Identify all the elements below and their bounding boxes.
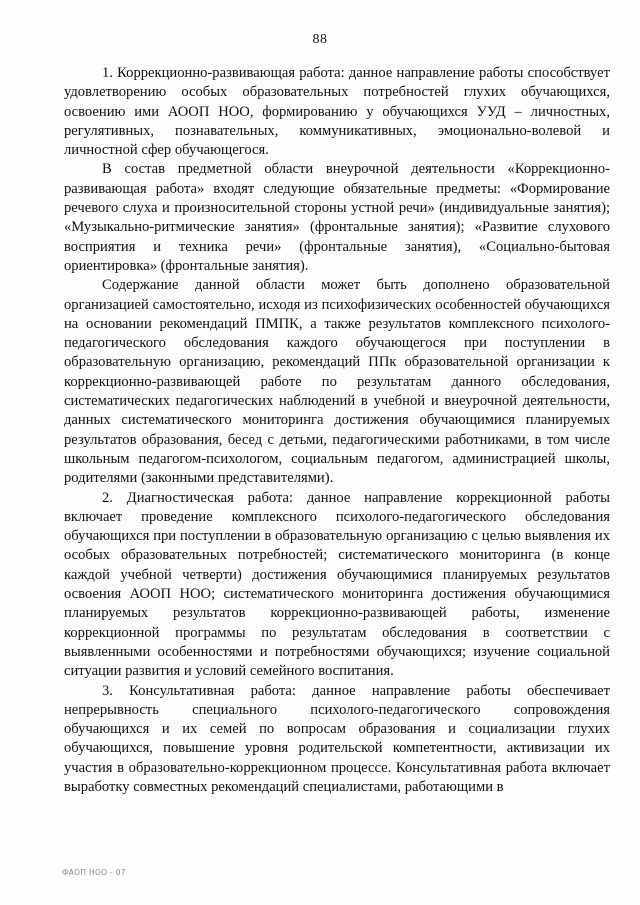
paragraph-correctional-work: 1. Коррекционно-развивающая работа: данное направление работы способствует удовлетворению особых образовательных потребностей глухих обучающихся, освоению ими АООП НОО, формированию у обучающихся УУД – личностных, регулятивных, познавательных, коммуникативных, эмоционально-волевой и личностной сфер обучающегося.: [64, 65, 610, 159]
page-number: 88: [312, 32, 328, 47]
paragraph-subject-area: В состав предметной области внеурочной деятельности «Коррекционно-развивающая работа» входят следующие обязательные предметы: «Формирование речевого слуха и произносительной стороны устной речи» (индивидуальные занятия); «Музыкально-ритмические занятия» (фронтальные занятия); «Развитие слухового восприятия и техника речи» (фронтальные занятия), «Социально-бытовая ориентировка» (фронтальные занятия).: [64, 161, 610, 274]
footer-document-code: ФАОП НОО - 07: [62, 868, 126, 877]
document-body: [64, 64, 610, 797]
paragraph-content-supplement: Содержание данной области может быть дополнено образовательной организацией самостоятельно, исходя из психофизических особенностей обучающихся на основании рекомендаций ПМПК, а также результатов комплексного психолого-педагогического обследования каждого обучающегося при поступлении в образовательную организацию, рекомендаций ППк образовательной организации к коррекционно-развивающей работе по результатам данного обследования, систематических педагогических наблюдений в учебной и внеурочной деятельности, данных систематического мониторинга достижения обучающимися планируемых результатов образования, бесед с детьми, педагогическими работниками, в том числе школьным педагогом-психологом, социальным педагогом, администрацией школы, родителями (законными представителями).: [64, 277, 610, 487]
paragraph-diagnostic-work: 2. Диагностическая работа: данное направление коррекционной работы включает проведение комплексного психолого-педагогического обследования обучающихся при поступлении в образовательную организацию с целью выявления их особых образовательных потребностей; систематического мониторинга (в конце каждой учебной четверти) достижения обучающимися планируемых результатов освоения АООП НОО; систематического мониторинга достижения обучающимися планируемых результатов коррекционно-развивающей работы, изменение коррекционной программы по результатам обследования в соответствии с выявленными особенностями и потребностями обучающихся; изучение социальной ситуации развития и условий семейного воспитания.: [64, 489, 610, 680]
paragraph-consultative-work: 3. Консультативная работа: данное направление работы обеспечивает непрерывность специального психолого-педагогического сопровождения обучающихся и их семей по вопросам образования и социализации глухих обучающихся, повышение уровня родительской компетентности, активизации их участия в образовательно-коррекционном процессе. Консультативная работа включает выработку совместных рекомендаций специалистами, работающими в: [64, 682, 610, 795]
